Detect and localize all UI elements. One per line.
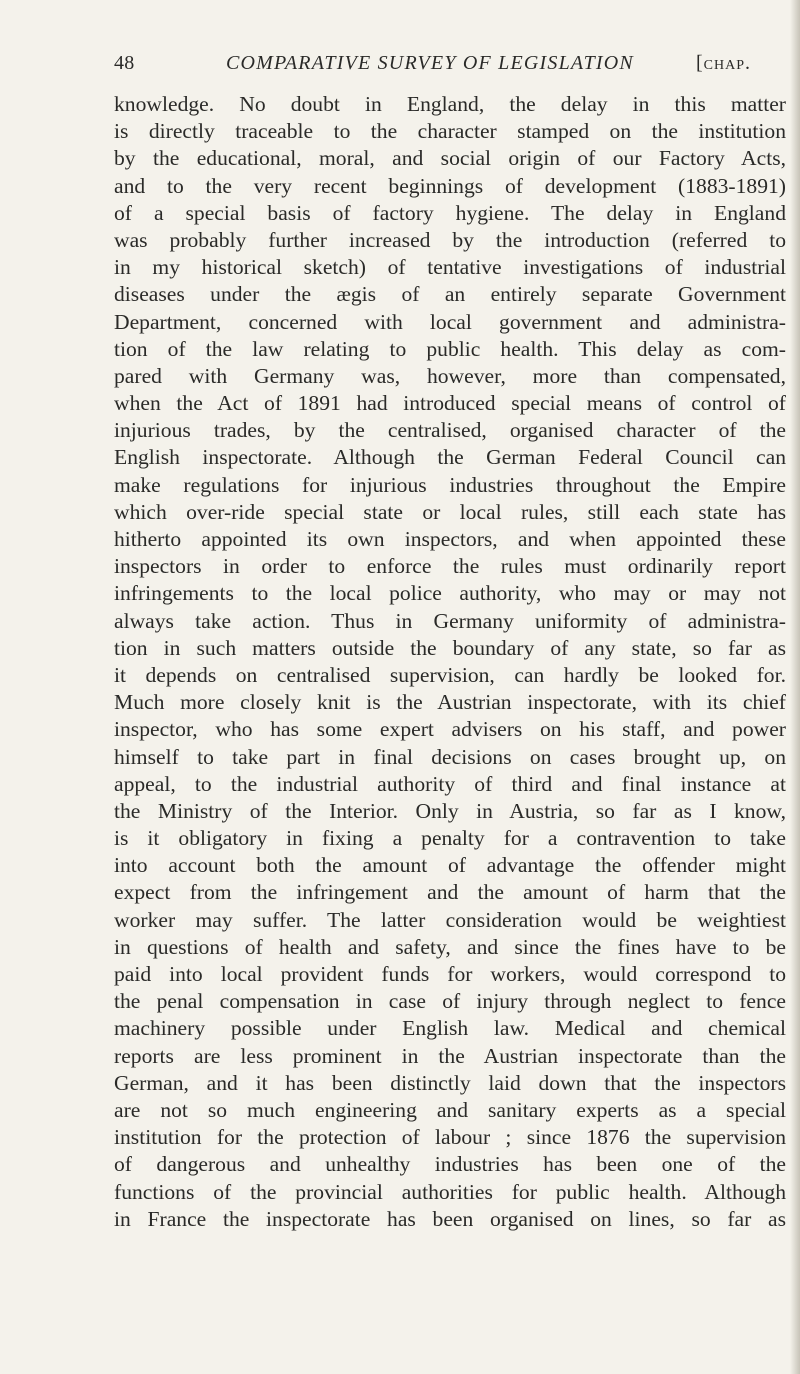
text-line: paid into local provident funds for workers, would correspond to (114, 962, 786, 986)
running-title: COMPARATIVE SURVEY OF LEGISLATION (226, 52, 634, 74)
text-line: it depends on centralised supervision, can hardly be looked for. (114, 662, 786, 687)
text-line: inspector, who has some expert advisers on his staff, and power (114, 717, 786, 742)
text-line: when the Act of 1891 had introduced special means of control of (114, 391, 786, 416)
text-line: English inspectorate. Although the German Federal Council can (114, 445, 786, 470)
text-line: himself to take part in final decisions on cases brought up, on (114, 744, 786, 769)
text-line: reports are less prominent in the Austrian inspectorate than the (114, 1043, 786, 1068)
text-line: is directly traceable to the character stamped on the institution (114, 119, 786, 144)
text-line: institution for the protection of labour ; since 1876 the supervision (114, 1125, 786, 1150)
text-line: was probably further increased by the introduction (referred to (114, 227, 786, 252)
text-line: are not so much engineering and sanitary experts as a special (114, 1097, 786, 1122)
text-line: into account both the amount of advantage the offender might (114, 853, 786, 878)
text-line: tion of the law relating to public health. This delay as com- (114, 336, 786, 361)
text-line: worker may suffer. The latter consideration would be weightiest (114, 907, 786, 932)
text-line: inspectors in order to enforce the rules must ordinarily report (114, 554, 786, 579)
page-edge-shadow (790, 0, 800, 1374)
page-number: 48 (114, 52, 135, 74)
body-text (114, 91, 786, 1233)
text-line: tion in such matters outside the boundary of any state, so far as (114, 635, 786, 660)
running-head (114, 52, 794, 86)
text-line: and to the very recent beginnings of development (1883-1891) (114, 173, 786, 198)
text-line: the penal compensation in case of injury through neglect to fence (114, 989, 786, 1014)
text-line: the Ministry of the Interior. Only in Austria, so far as I know, (114, 798, 786, 823)
chapter-marker: [chap. (696, 52, 752, 74)
text-line: German, and it has been distinctly laid down that the inspectors (114, 1070, 786, 1095)
text-line: is it obligatory in fixing a penalty for a contravention to take (114, 826, 786, 851)
text-line: infringements to the local police authority, who may or may not (114, 581, 786, 606)
text-line: always take action. Thus in Germany uniformity of administra- (114, 608, 786, 633)
text-line: of dangerous and unhealthy industries has been one of the (114, 1152, 786, 1177)
text-line: injurious trades, by the centralised, organised character of the (114, 418, 786, 443)
text-line: by the educational, moral, and social origin of our Factory Acts, (114, 146, 786, 171)
text-line: which over-ride special state or local rules, still each state has (114, 499, 786, 524)
text-line: diseases under the ægis of an entirely separate Government (114, 282, 786, 307)
text-line: appeal, to the industrial authority of third and final instance at (114, 771, 786, 796)
text-line: of a special basis of factory hygiene. The delay in England (114, 200, 786, 225)
text-line: functions of the provincial authorities for public health. Although (114, 1179, 786, 1204)
text-line: in France the inspectorate has been organised on lines, so far as (114, 1206, 786, 1231)
text-line: make regulations for injurious industries throughout the Empire (114, 472, 786, 497)
text-line: in my historical sketch) of tentative investigations of industrial (114, 255, 786, 280)
text-line: in questions of health and safety, and since the fines have to be (114, 934, 786, 959)
text-line: machinery possible under English law. Medical and chemical (114, 1016, 786, 1041)
text-line: Department, concerned with local government and administra- (114, 309, 786, 334)
text-line: expect from the infringement and the amount of harm that the (114, 880, 786, 905)
text-line: knowledge. No doubt in England, the delay in this matter (114, 92, 786, 116)
text-line: Much more closely knit is the Austrian inspectorate, with its chief (114, 690, 786, 715)
text-line: hitherto appointed its own inspectors, and when appointed these (114, 527, 786, 551)
text-line: pared with Germany was, however, more than compensated, (114, 363, 786, 388)
